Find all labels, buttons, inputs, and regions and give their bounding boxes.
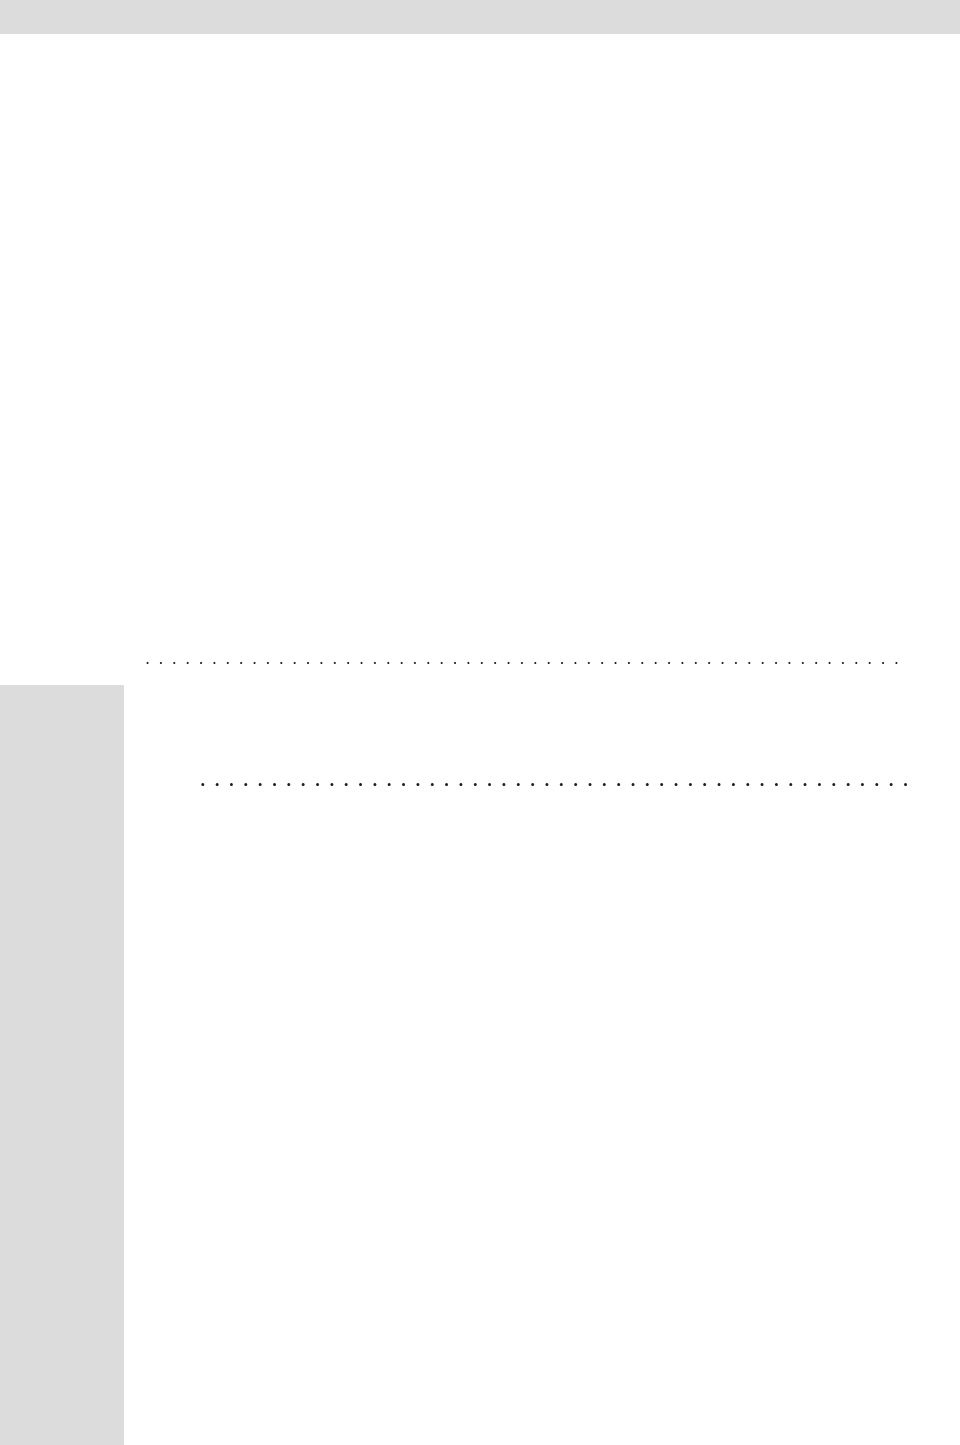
running-header (0, 0, 960, 34)
toc-entry-pytania-kontrolne[interactable] (140, 646, 960, 670)
chapter-heading (140, 706, 960, 790)
leader-dots (145, 648, 908, 670)
leader-dots (200, 771, 908, 790)
margin-tab (0, 685, 124, 1445)
